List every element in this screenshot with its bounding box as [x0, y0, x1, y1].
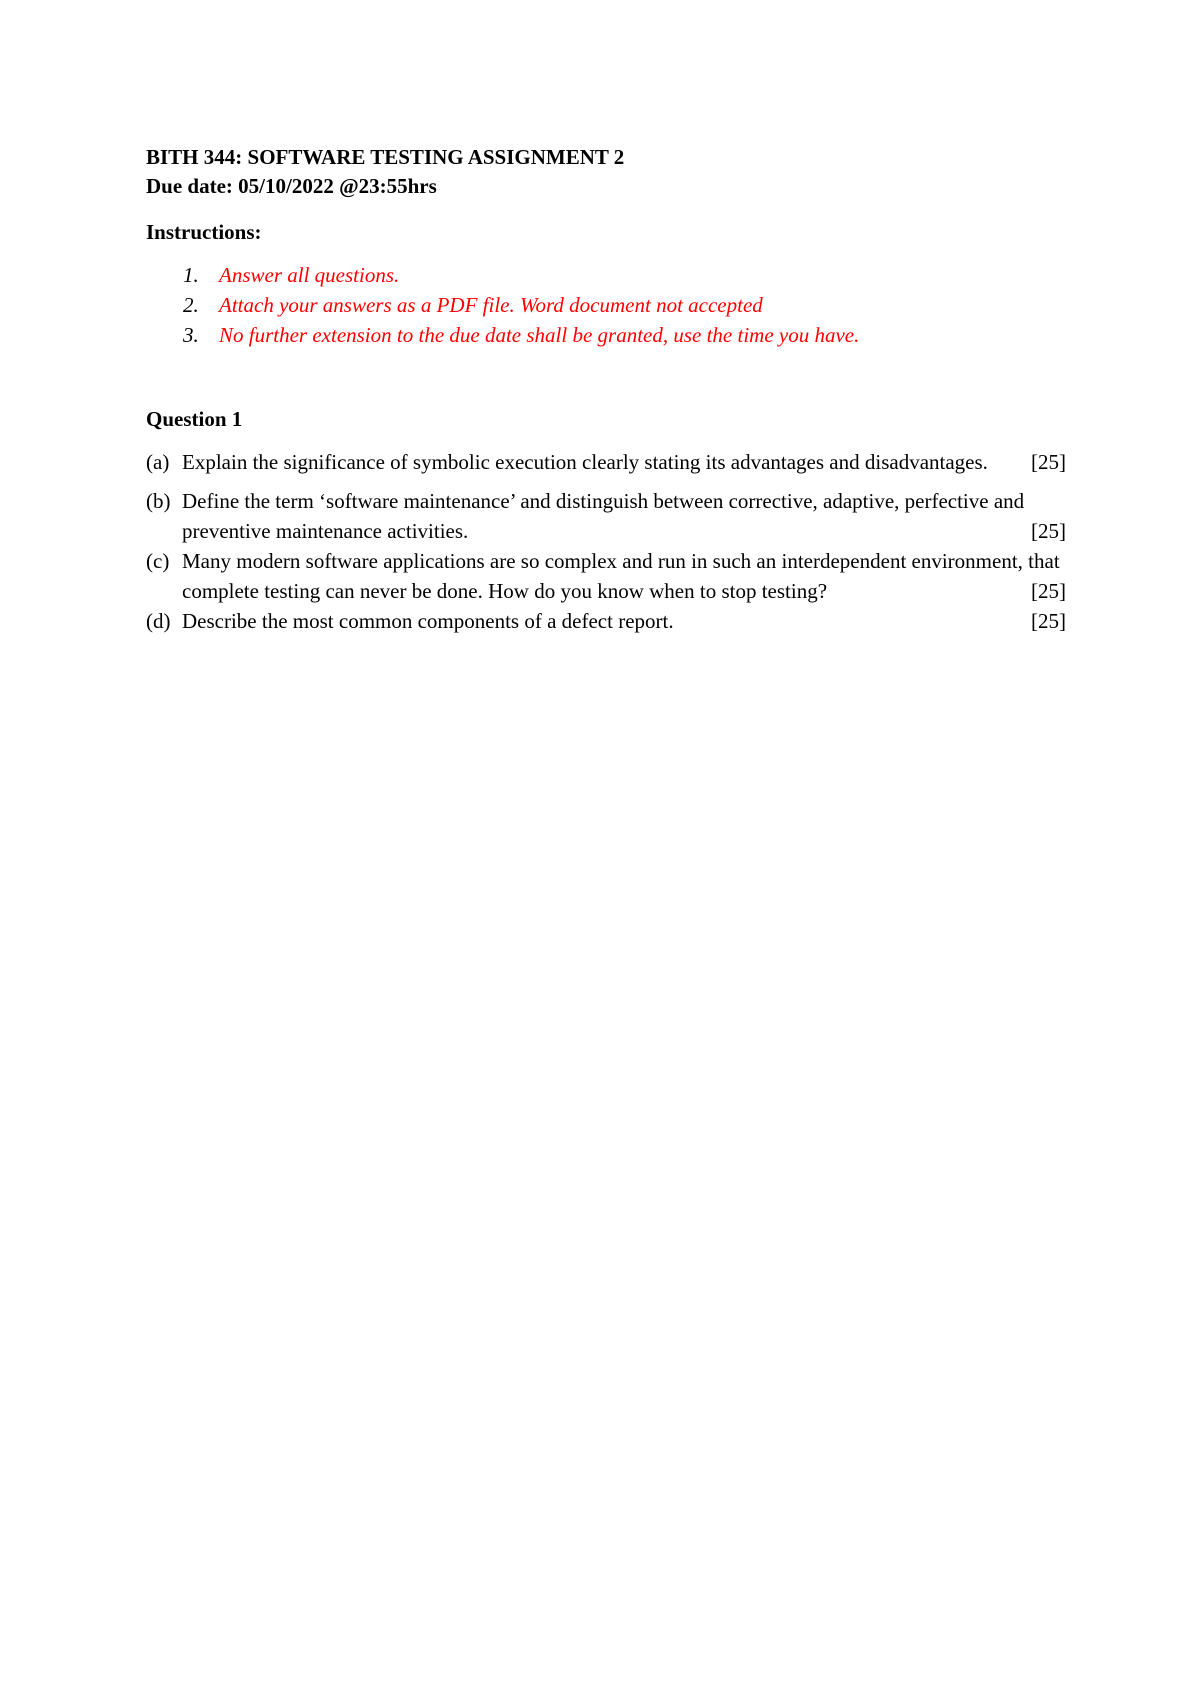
instruction-item — [146, 261, 1066, 291]
instruction-item — [146, 291, 1066, 321]
question-item — [146, 546, 1066, 606]
question-letter: (b) — [146, 489, 171, 513]
question-marks: [25] — [1031, 450, 1066, 474]
question-marks: [25] — [1031, 609, 1066, 633]
instructions-list — [146, 261, 1066, 351]
instruction-number: 2. — [183, 293, 199, 317]
due-date: Due date: 05/10/2022 @23:55hrs — [146, 174, 437, 198]
document-content — [146, 143, 1066, 636]
question-marks: [25] — [1031, 519, 1066, 543]
instruction-text: Attach your answers as a PDF file. Word document not accepted — [219, 293, 763, 317]
document-title: BITH 344: SOFTWARE TESTING ASSIGNMENT 2 — [146, 145, 625, 169]
question-item — [146, 441, 1066, 484]
question-text: Explain the significance of symbolic execution clearly stating its advantages and disadvantages. — [182, 450, 988, 474]
question-letter: (c) — [146, 549, 170, 573]
question-letter: (d) — [146, 609, 171, 633]
question-text: Many modern software applications are so complex and run in such an interdependent environment, that complete testing can never be done. How do you know when to stop testing? — [182, 549, 1060, 603]
instruction-item — [146, 321, 1066, 351]
question-text: Define the term ‘software maintenance’ and distinguish between corrective, adaptive, perfective and preventive maintenance activities. — [182, 489, 1025, 543]
question-letter: (a) — [146, 450, 170, 474]
instruction-number: 1. — [183, 263, 199, 287]
instruction-number: 3. — [183, 323, 199, 347]
question-marks: [25] — [1031, 579, 1066, 603]
question-item — [146, 606, 1066, 636]
instructions-heading: Instructions: — [146, 220, 262, 244]
question-heading: Question 1 — [146, 407, 243, 431]
instruction-text: Answer all questions. — [219, 263, 400, 287]
question-list — [146, 441, 1066, 636]
question-text: Describe the most common components of a defect report. — [182, 609, 674, 633]
instruction-text: No further extension to the due date shall be granted, use the time you have. — [219, 323, 860, 347]
question-item — [146, 486, 1066, 546]
